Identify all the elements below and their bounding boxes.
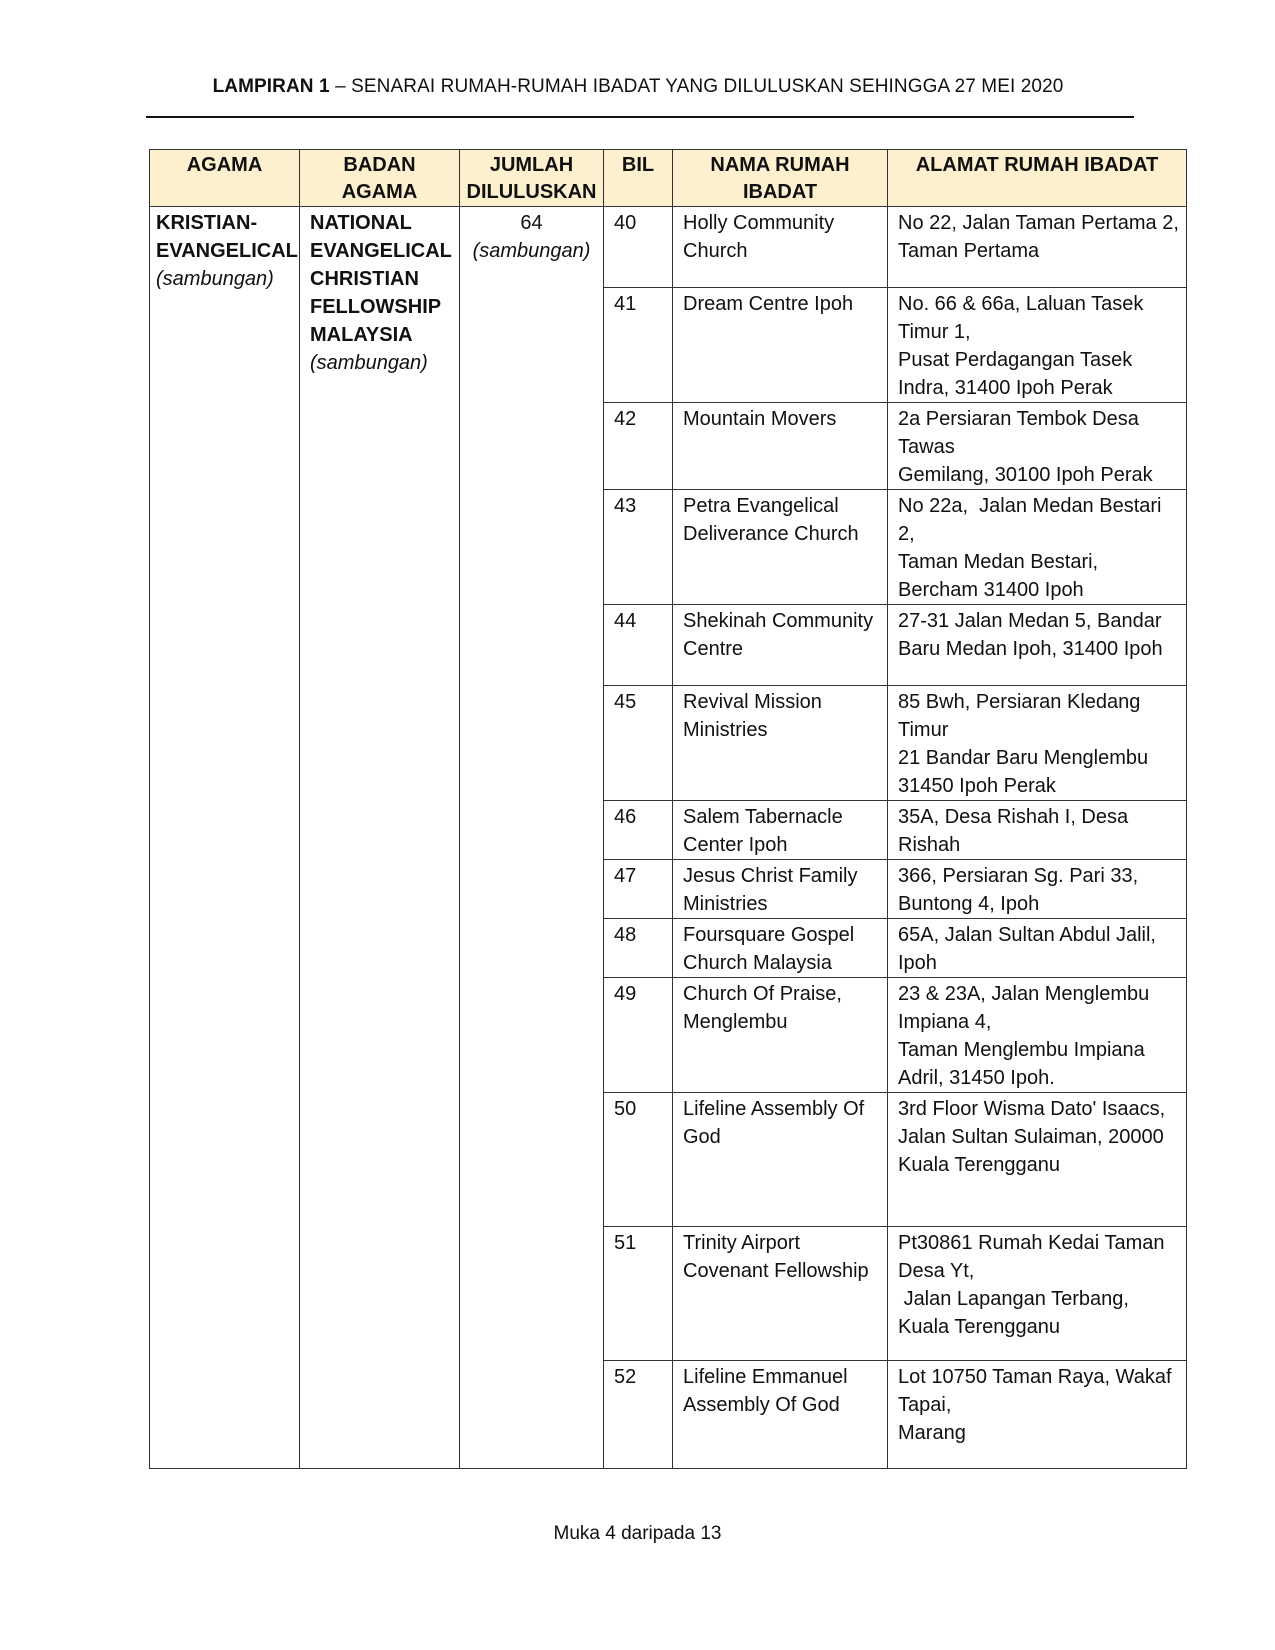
nama-cell: Shekinah Community Centre: [673, 605, 888, 686]
bil-cell: 49: [604, 978, 673, 1093]
badan-agama-line: MALAYSIA: [310, 324, 413, 346]
nama-cell: Jesus Christ Family Ministries: [673, 860, 888, 919]
alamat-cell: [888, 1361, 1187, 1469]
table-row: [150, 207, 1187, 288]
nama-cell: Church Of Praise, Menglembu: [673, 978, 888, 1093]
page-number: Muka 4 daripada 13: [553, 1523, 722, 1544]
alamat-line: Pusat Perdagangan Tasek Indra, 31400 Ipoh Perak: [898, 349, 1138, 399]
col-header-bil: BIL: [604, 150, 673, 207]
nama-cell: Foursquare Gospel Church Malaysia: [673, 919, 888, 978]
nama-cell: Lifeline Emmanuel Assembly Of God: [673, 1361, 888, 1469]
nama-cell: Holly Community Church: [673, 207, 888, 288]
col-header-jumlah: JUMLAH DILULUSKAN: [460, 150, 604, 207]
nama-cell: Dream Centre Ipoh: [673, 288, 888, 403]
worship-houses-table: [149, 149, 1187, 1469]
agama-line: EVANGELICAL: [156, 240, 298, 262]
table-header-row: [150, 150, 1187, 207]
table-body: [150, 207, 1187, 1469]
alamat-line: 27-31 Jalan Medan 5, Bandar Baru Medan Ipoh, 31400 Ipoh: [898, 610, 1168, 660]
badan-agama-note: (sambungan): [310, 352, 428, 374]
alamat-cell: [888, 605, 1187, 686]
heading-rule: [146, 116, 1134, 118]
bil-cell: 40: [604, 207, 673, 288]
nama-cell: Revival Mission Ministries: [673, 686, 888, 801]
badan-agama-line: CHRISTIAN: [310, 268, 419, 290]
alamat-line: No. 66 & 66a, Laluan Tasek Timur 1,: [898, 293, 1149, 343]
alamat-line: Taman Medan Bestari, Bercham 31400 Ipoh: [898, 551, 1104, 601]
badan-agama-line: EVANGELICAL: [310, 240, 452, 262]
col-header-nama: NAMA RUMAH IBADAT: [673, 150, 888, 207]
agama-line: KRISTIAN-: [156, 212, 258, 234]
alamat-line: Lot 10750 Taman Raya, Wakaf Tapai,: [898, 1366, 1177, 1416]
page-heading: [148, 76, 1128, 98]
heading-label: LAMPIRAN 1: [212, 76, 330, 97]
col-header-alamat: ALAMAT RUMAH IBADAT: [888, 150, 1187, 207]
bil-cell: 52: [604, 1361, 673, 1469]
col-header-badan-agama: BADAN AGAMA: [300, 150, 460, 207]
alamat-cell: [888, 403, 1187, 490]
alamat-line: 2a Persiaran Tembok Desa Tawas: [898, 408, 1145, 458]
bil-cell: 44: [604, 605, 673, 686]
alamat-cell: [888, 919, 1187, 978]
alamat-line: 366, Persiaran Sg. Pari 33, Buntong 4, Ipoh: [898, 865, 1144, 915]
col-header-agama: AGAMA: [150, 150, 300, 207]
badan-agama-cell: [300, 207, 460, 1469]
bil-cell: 51: [604, 1227, 673, 1361]
alamat-line: Taman Pertama: [898, 240, 1040, 262]
bil-cell: 42: [604, 403, 673, 490]
nama-cell: Salem Tabernacle Center Ipoh: [673, 801, 888, 860]
heading-separator: –: [329, 76, 352, 97]
alamat-line: No 22, Jalan Taman Pertama 2,: [898, 212, 1179, 234]
alamat-cell: [888, 288, 1187, 403]
alamat-cell: [888, 978, 1187, 1093]
bil-cell: 50: [604, 1093, 673, 1227]
bil-cell: 48: [604, 919, 673, 978]
alamat-cell: [888, 860, 1187, 919]
alamat-line: No 22a, Jalan Medan Bestari 2,: [898, 495, 1168, 545]
alamat-cell: [888, 686, 1187, 801]
alamat-line: Jalan Sultan Sulaiman, 20000 Kuala Terengganu: [898, 1126, 1170, 1176]
agama-note: (sambungan): [156, 268, 274, 290]
alamat-line: 35A, Desa Rishah I, Desa Rishah: [898, 806, 1134, 856]
alamat-line: Taman Menglembu Impiana Adril, 31450 Ipoh.: [898, 1039, 1150, 1089]
alamat-cell: [888, 801, 1187, 860]
bil-cell: 43: [604, 490, 673, 605]
alamat-cell: [888, 1227, 1187, 1361]
alamat-line: Pt30861 Rumah Kedai Taman Desa Yt,: [898, 1232, 1171, 1282]
alamat-cell: [888, 207, 1187, 288]
alamat-line: 23 & 23A, Jalan Menglembu Impiana 4,: [898, 983, 1155, 1033]
jumlah-value: 64: [520, 212, 543, 234]
heading-title: SENARAI RUMAH-RUMAH IBADAT YANG DILULUSKAN SEHINGGA 27 MEI 2020: [351, 76, 1064, 97]
agama-cell: [150, 207, 300, 1469]
alamat-line: 85 Bwh, Persiaran Kledang Timur: [898, 691, 1146, 741]
badan-agama-line: FELLOWSHIP: [310, 296, 442, 318]
bil-cell: 41: [604, 288, 673, 403]
jumlah-cell: [460, 207, 604, 1469]
bil-cell: 47: [604, 860, 673, 919]
alamat-line: 3rd Floor Wisma Dato' Isaacs,: [898, 1098, 1166, 1120]
bil-cell: 46: [604, 801, 673, 860]
jumlah-note: (sambungan): [472, 240, 591, 262]
nama-cell: Lifeline Assembly Of God: [673, 1093, 888, 1227]
bil-cell: 45: [604, 686, 673, 801]
alamat-line: 65A, Jalan Sultan Abdul Jalil, Ipoh: [898, 924, 1162, 974]
badan-agama-line: NATIONAL: [310, 212, 412, 234]
alamat-cell: [888, 490, 1187, 605]
nama-cell: Trinity Airport Covenant Fellowship: [673, 1227, 888, 1361]
alamat-line: Jalan Lapangan Terbang, Kuala Terengganu: [898, 1288, 1135, 1338]
alamat-line: Marang: [898, 1422, 966, 1444]
alamat-cell: [888, 1093, 1187, 1227]
nama-cell: Mountain Movers: [673, 403, 888, 490]
alamat-line: Gemilang, 30100 Ipoh Perak: [898, 464, 1153, 486]
nama-cell: Petra Evangelical Deliverance Church: [673, 490, 888, 605]
alamat-line: 21 Bandar Baru Menglembu 31450 Ipoh Perak: [898, 747, 1154, 797]
